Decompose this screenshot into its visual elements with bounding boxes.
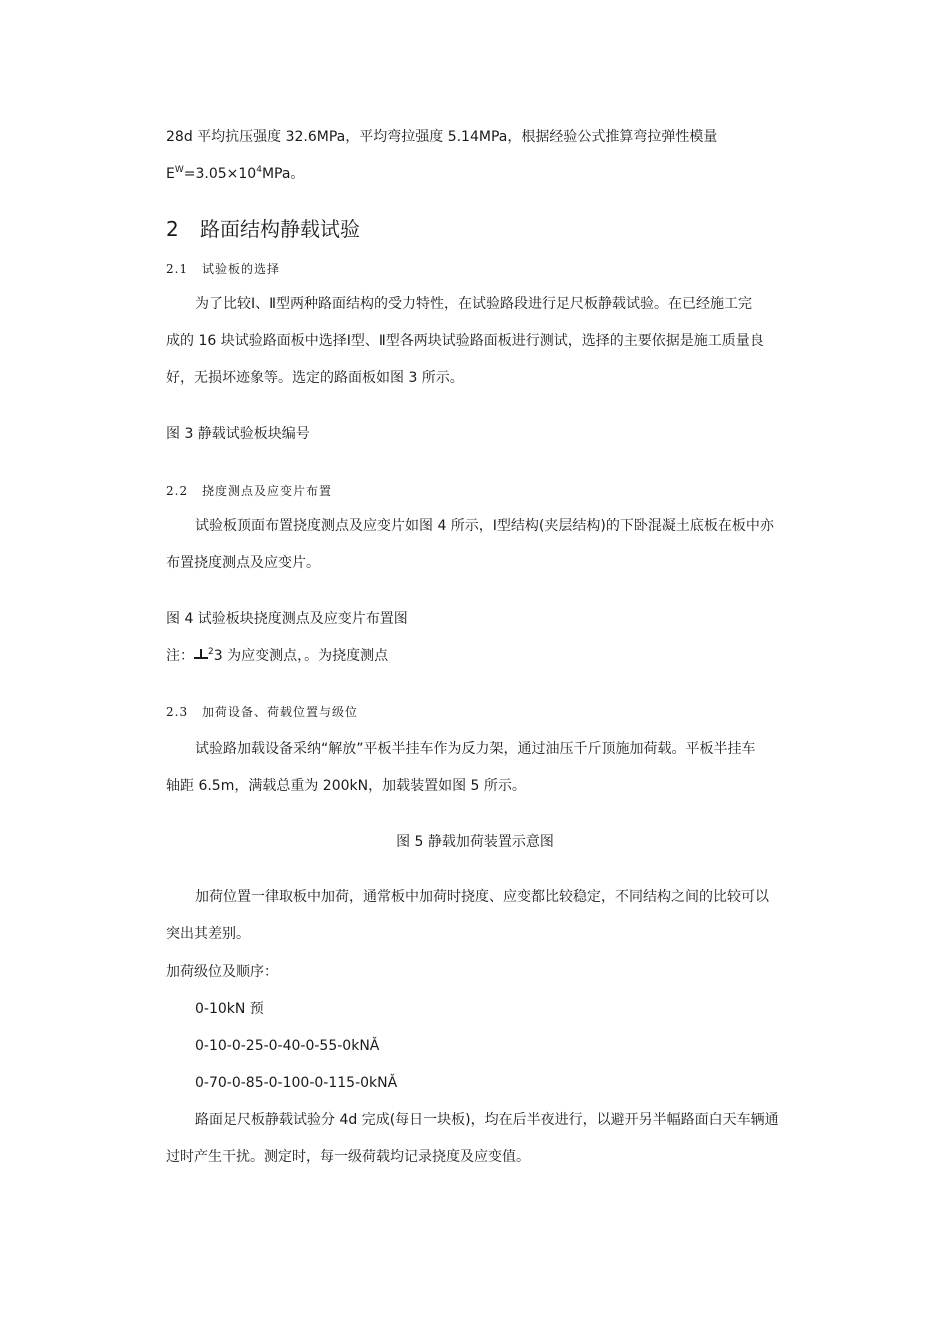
formula-unit: MPa。	[261, 166, 305, 182]
paragraph-line: 路面足尺板静载试验分 4d 完成(每日一块板)，均在后半夜进行，以避开另半幅路面白天车辆通	[195, 1112, 779, 1128]
load-sequence: 0-10-0-25-0-40-0-55-0kNǍ	[195, 1038, 380, 1054]
paragraph-line: 过时产生干扰。测定时，每一级荷载均记录挠度及应变值。	[166, 1149, 530, 1165]
subsection-title: 挠度测点及应变片布置	[202, 484, 333, 498]
subsection-heading	[166, 702, 358, 722]
section-title: 路面结构静载试验	[200, 217, 360, 241]
paragraph-line: 加荷级位及顺序：	[166, 964, 278, 980]
formula-symbol: E	[166, 166, 175, 182]
paragraph-line: 好，无损坏迹象等。选定的路面板如图 3 所示。	[166, 370, 464, 386]
section-number: 2	[166, 217, 179, 241]
subsection-heading	[166, 259, 280, 279]
paragraph-line: 为了比较Ⅰ、Ⅱ型两种路面结构的受力特性，在试验路段进行足尺板静载试验。在已经施工完	[195, 296, 753, 312]
load-sequence: 0-70-0-85-0-100-0-115-0kNǍ	[195, 1075, 398, 1091]
paragraph-line: 试验板顶面布置挠度测点及应变片如图 4 所示，Ⅰ型结构(夹层结构)的下卧混凝土底板在板中亦	[195, 518, 774, 534]
figure-caption: 图 5 静载加荷装置示意图	[396, 834, 554, 850]
subsection-heading	[166, 481, 332, 501]
paragraph-line: 布置挠度测点及应变片。	[166, 555, 320, 571]
subsection-number: 2.2	[166, 484, 189, 498]
formula-superscript: W	[174, 165, 184, 175]
note-text: 3 为应变测点，。为挠度测点	[213, 648, 389, 664]
figure-caption: 图 3 静载试验板块编号	[166, 426, 310, 442]
subsection-number: 2.1	[166, 262, 189, 276]
subsection-number: 2.3	[166, 705, 189, 719]
paragraph-line: 成的 16 块试验路面板中选择Ⅰ型、Ⅱ型各两块试验路面板进行测试，选择的主要依据是施工质量良	[166, 333, 764, 349]
formula-exponent: 4	[256, 165, 262, 175]
figure-note	[166, 646, 388, 666]
formula-value: =3.05×10	[183, 166, 257, 182]
subsection-title: 加荷设备、荷载位置与级位	[202, 705, 359, 719]
load-sequence: 0-10kN 预	[195, 1001, 264, 1017]
paragraph-line: 试验路加载设备采纳“解放”平板半挂车作为反力架，通过油压千斤顶施加荷载。平板半挂车	[195, 741, 756, 757]
modulus-formula	[166, 164, 304, 184]
paragraph-line: 加荷位置一律取板中加荷，通常板中加荷时挠度、应变都比较稳定，不同结构之间的比较可以	[195, 889, 769, 905]
strain-gauge-icon	[194, 649, 208, 661]
note-prefix: 注：	[166, 648, 194, 664]
paragraph-line: 突出其差别。	[166, 926, 250, 942]
note-superscript: 2	[208, 647, 214, 657]
paragraph-line: 28d 平均抗压强度 32.6MPa，平均弯拉强度 5.14MPa，根据经验公式推算弯拉弹性模量	[166, 129, 718, 145]
subsection-title: 试验板的选择	[202, 262, 281, 276]
section-heading	[166, 215, 360, 243]
paragraph-line: 轴距 6.5m，满载总重为 200kN，加载装置如图 5 所示。	[166, 778, 526, 794]
figure-caption: 图 4 试验板块挠度测点及应变片布置图	[166, 611, 408, 627]
